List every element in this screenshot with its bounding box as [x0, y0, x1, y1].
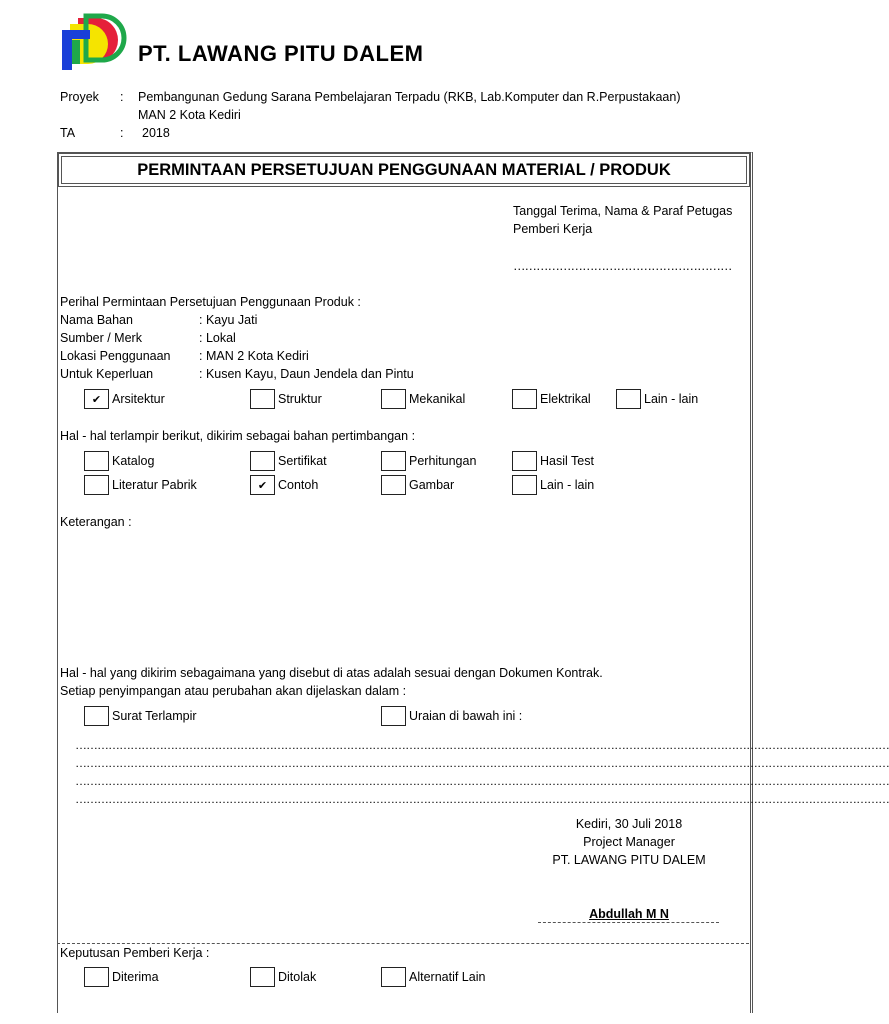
dotted-line: ……………………………………………………………………………………………………………………………………………………………………………………………………: [75, 756, 889, 770]
checkbox-label: Elektrikal: [540, 392, 591, 406]
receipt-label-line2: Pemberi Kerja: [513, 222, 593, 236]
checkbox-label: Perhitungan: [409, 454, 477, 468]
checkbox-label: Ditolak: [278, 970, 317, 984]
checkbox-mekanikal[interactable]: [381, 389, 406, 409]
checkbox-label: Mekanikal: [409, 392, 466, 406]
checkbox-label: Literatur Pabrik: [112, 478, 197, 492]
checkbox-elektrikal[interactable]: [512, 389, 537, 409]
field-value: : Lokal: [199, 331, 236, 345]
checkbox-lain-lain[interactable]: [616, 389, 641, 409]
checkbox-literatur-pabrik[interactable]: [84, 475, 109, 495]
field-value: : Kusen Kayu, Daun Jendela dan Pintu: [199, 367, 414, 381]
checkbox-label: Contoh: [278, 478, 319, 492]
decision-heading: Keputusan Pemberi Kerja :: [60, 946, 210, 960]
checkbox-hasil-test[interactable]: [512, 451, 537, 471]
proyek-value-line1: Pembangunan Gedung Sarana Pembelajaran Terpadu (RKB, Lab.Komputer dan R.Perpustakaan): [138, 90, 681, 104]
logo-bar-green: [72, 40, 80, 64]
checkbox-gambar[interactable]: [381, 475, 406, 495]
form-frame: [57, 152, 889, 1013]
ta-value: 2018: [142, 126, 170, 140]
checkbox-alternatif-lain[interactable]: [381, 967, 406, 987]
receipt-label-line1: Tanggal Terima, Nama & Paraf Petugas: [513, 204, 733, 218]
checkbox-contoh[interactable]: ✔: [250, 475, 275, 495]
checkbox-ditolak[interactable]: [250, 967, 275, 987]
form-title: PERMINTAAN PERSETUJUAN PENGGUNAAN MATERIAL / PRODUK: [61, 156, 747, 184]
field-label: Lokasi Penggunaan: [60, 349, 171, 363]
checkbox-label: Katalog: [112, 454, 155, 468]
proyek-label: Proyek: [60, 90, 99, 104]
dotted-line: ……………………………………………………………………………………………………………………………………………………………………………………………………: [75, 774, 889, 788]
keterangan-label: Keterangan :: [60, 515, 132, 529]
field-value: : Kayu Jati: [199, 313, 258, 327]
ta-colon: :: [120, 126, 124, 140]
signature-role: Project Manager: [583, 835, 675, 849]
proyek-value-line2: MAN 2 Kota Kediri: [138, 108, 241, 122]
receipt-dots: …………………………………………………: [513, 259, 732, 273]
checkbox-arsitektur[interactable]: ✔: [84, 389, 109, 409]
checkbox-uraian[interactable]: [381, 706, 406, 726]
ta-label: TA: [60, 126, 76, 140]
dotted-line: ……………………………………………………………………………………………………………………………………………………………………………………………………: [75, 738, 889, 752]
checkbox-label: Lain - lain: [540, 478, 595, 492]
signature-place-date: Kediri, 30 Juli 2018: [575, 817, 683, 831]
signature-name: Abdullah M N: [589, 907, 669, 921]
statement-contract: Hal - hal yang dikirim sebagaimana yang disebut di atas adalah sesuai dengan Dokumen Kontrak.: [60, 666, 603, 680]
checkbox-label: Sertifikat: [278, 454, 327, 468]
checkbox-label: Uraian di bawah ini :: [409, 709, 523, 723]
checkbox-surat-terlampir[interactable]: [84, 706, 109, 726]
checkbox-label: Struktur: [278, 392, 322, 406]
checkbox-label: Diterima: [112, 970, 159, 984]
statement-deviation: Setiap penyimpangan atau perubahan akan dijelaskan dalam :: [60, 684, 407, 698]
field-value: : MAN 2 Kota Kediri: [199, 349, 309, 363]
proyek-colon: :: [120, 90, 124, 104]
dotted-line: ……………………………………………………………………………………………………………………………………………………………………………………………………: [75, 792, 889, 806]
company-name: PT. LAWANG PITU DALEM: [138, 41, 424, 66]
checkbox-perhitungan[interactable]: [381, 451, 406, 471]
checkbox-sertifikat[interactable]: [250, 451, 275, 471]
checkbox-label: Alternatif Lain: [409, 970, 486, 984]
company-logo: [60, 14, 132, 72]
section-divider: [57, 943, 749, 944]
checkbox-label: Hasil Test: [540, 454, 594, 468]
logo-top-blue: [62, 30, 90, 39]
checkbox-diterima[interactable]: [84, 967, 109, 987]
signature-line: [538, 922, 719, 923]
checkbox-label: Arsitektur: [112, 392, 165, 406]
field-label: Untuk Keperluan: [60, 367, 154, 381]
checkbox-struktur[interactable]: [250, 389, 275, 409]
checkbox-label: Gambar: [409, 478, 455, 492]
field-label: Nama Bahan: [60, 313, 133, 327]
field-label: Sumber / Merk: [60, 331, 142, 345]
checkbox-katalog[interactable]: [84, 451, 109, 471]
attachments-heading: Hal - hal terlampir berikut, dikirim sebagai bahan pertimbangan :: [60, 429, 416, 443]
checkbox-lain-lain-attach[interactable]: [512, 475, 537, 495]
signature-company: PT. LAWANG PITU DALEM: [552, 853, 706, 867]
checkbox-label: Surat Terlampir: [112, 709, 197, 723]
perihal-heading: Perihal Permintaan Persetujuan Penggunaan Produk :: [60, 295, 361, 309]
checkbox-label: Lain - lain: [644, 392, 699, 406]
